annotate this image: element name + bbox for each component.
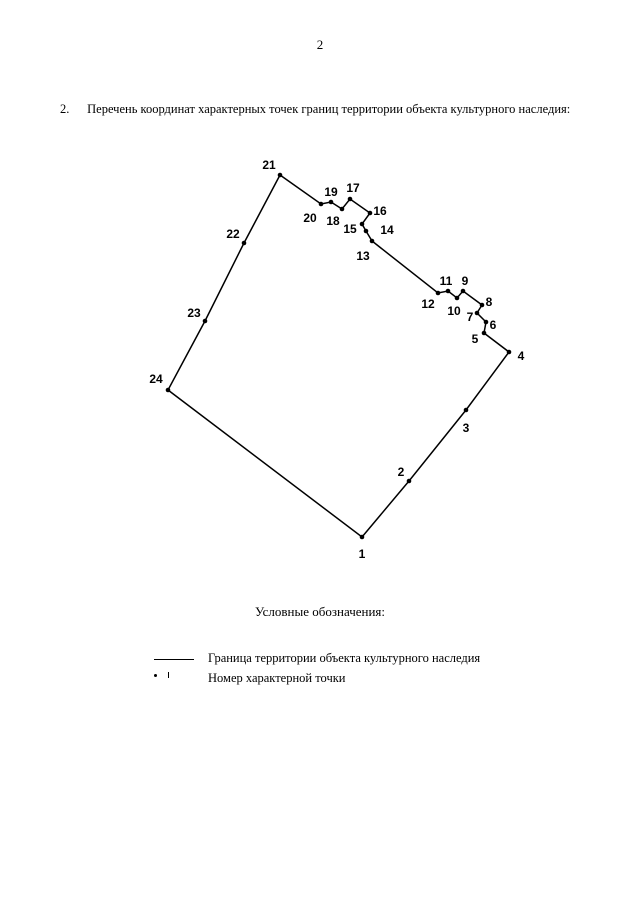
point-label-18: 18	[326, 214, 340, 229]
boundary-line	[168, 175, 509, 537]
point-label-16: 16	[373, 204, 387, 219]
boundary-point-1	[360, 535, 365, 540]
point-label-19: 19	[324, 185, 338, 200]
section-number: 2.	[60, 102, 70, 116]
legend-line-symbol	[154, 659, 194, 660]
boundary-point-11	[446, 289, 451, 294]
boundary-point-4	[507, 350, 512, 355]
boundary-point-23	[203, 319, 208, 324]
point-label-6: 6	[489, 318, 497, 333]
legend-item-label: Граница территории объекта культурного наследия	[208, 651, 481, 665]
point-label-12: 12	[421, 297, 435, 312]
point-label-20: 20	[303, 211, 317, 226]
boundary-point-13	[370, 239, 375, 244]
point-label-8: 8	[485, 295, 493, 310]
point-label-14: 14	[380, 223, 394, 238]
point-label-3: 3	[462, 421, 470, 436]
point-label-24: 24	[149, 372, 163, 387]
boundary-point-2	[407, 479, 412, 484]
boundary-point-6	[484, 320, 489, 325]
legend-tick-symbol	[168, 672, 169, 678]
boundary-point-10	[455, 296, 460, 301]
page-number: 2	[316, 37, 324, 52]
boundary-point-14	[364, 229, 369, 234]
point-label-10: 10	[447, 304, 461, 319]
boundary-point-16	[368, 211, 373, 216]
point-label-11: 11	[439, 274, 453, 289]
boundary-point-22	[242, 241, 247, 246]
boundary-point-17	[348, 197, 353, 202]
point-label-21: 21	[262, 158, 276, 173]
legend-item-label: Номер характерной точки	[208, 671, 346, 685]
boundary-point-24	[166, 388, 171, 393]
point-label-5: 5	[471, 332, 479, 347]
point-label-22: 22	[226, 227, 240, 242]
point-label-4: 4	[517, 349, 525, 364]
point-labels	[149, 158, 524, 561]
point-label-13: 13	[356, 249, 370, 264]
point-label-2: 2	[397, 465, 405, 480]
boundary-point-18	[340, 207, 345, 212]
legend-dot-symbol	[154, 674, 157, 677]
point-label-15: 15	[343, 222, 357, 237]
boundary-point-15	[360, 222, 365, 227]
point-label-9: 9	[461, 274, 469, 289]
boundary-point-7	[475, 311, 480, 316]
boundary-point-21	[278, 173, 283, 178]
boundary-point-12	[436, 291, 441, 296]
boundary-point-19	[329, 200, 334, 205]
boundary-point-9	[461, 289, 466, 294]
section-title: Перечень координат характерных точек границ территории объекта культурного наследия:	[87, 102, 571, 116]
point-label-1: 1	[358, 547, 366, 562]
boundary-point-8	[480, 303, 485, 308]
point-label-17: 17	[346, 181, 360, 196]
point-label-7: 7	[466, 310, 474, 325]
point-label-23: 23	[187, 306, 201, 321]
legend-title: Условные обозначения:	[254, 604, 386, 619]
boundary-point-3	[464, 408, 469, 413]
boundary-point-20	[319, 202, 324, 207]
boundary-point-5	[482, 331, 487, 336]
